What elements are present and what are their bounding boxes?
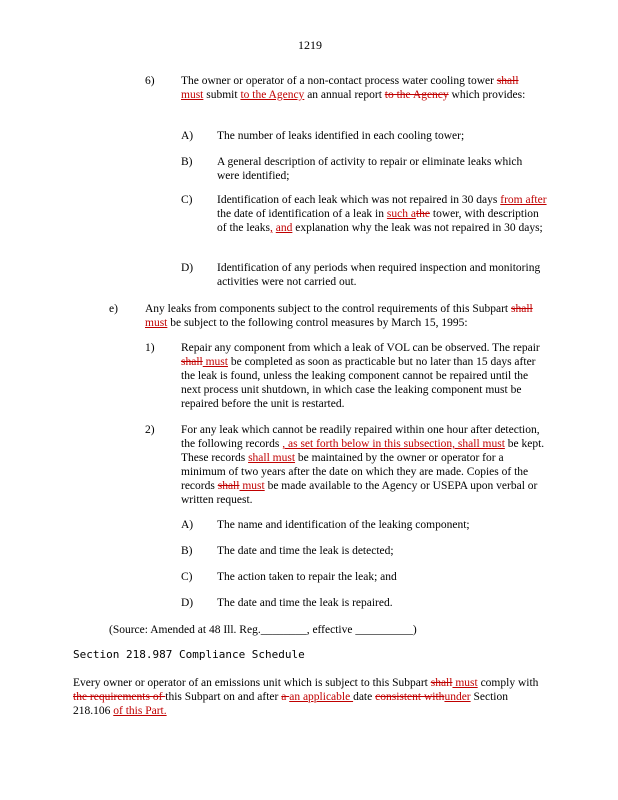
item-e2-label: 2) <box>145 424 155 436</box>
source-note: (Source: Amended at 48 Ill. Reg.________, effective __________) <box>109 624 417 636</box>
text-segment: The action taken to repair the leak; and <box>217 571 397 583</box>
inserted-text: an applicable <box>289 691 354 703</box>
text-segment: The owner or operator of a non-contact process water cooling tower <box>181 75 497 87</box>
deleted-text: consistent with <box>375 691 445 703</box>
item-6c-label: C) <box>181 194 193 206</box>
inserted-text: , <box>270 222 273 234</box>
item-e2b-text <box>217 544 547 558</box>
text-segment: be completed as soon as practicable but no later than 15 days after the leak is found, unless the leaking component cannot be repaired until the next process unit shutdown, in which case the leaking component must be repaired before the unit is restarted. <box>181 356 536 410</box>
text-segment: submit <box>203 89 241 101</box>
inserted-text: from after <box>500 194 547 206</box>
text-segment: this Subpart on and after <box>165 691 282 703</box>
inserted-text: must <box>239 480 265 492</box>
item-e2b-label: B) <box>181 545 193 557</box>
text-segment: which provides: <box>448 89 526 101</box>
item-6a-text <box>217 129 547 143</box>
item-6-label: 6) <box>145 75 155 87</box>
item-6b-label: B) <box>181 156 193 168</box>
text-segment: the date of identification of a leak in <box>217 208 387 220</box>
deleted-text: shall <box>496 75 519 87</box>
deleted-text: to the Agency <box>384 89 449 101</box>
text-segment: The date and time the leak is detected; <box>217 545 394 557</box>
text-segment: Section 218.106 <box>73 691 508 717</box>
item-e2a-label: A) <box>181 519 194 531</box>
item-e-text <box>145 302 545 330</box>
deleted-text: the requirements of <box>73 691 166 703</box>
deleted-text: shall <box>430 677 453 689</box>
inserted-text: must <box>145 317 168 329</box>
inserted-text: , as set forth below in this subsection, shall must <box>282 438 505 450</box>
text-segment: Repair any component from which a leak of VOL can be observed. The repair <box>181 342 540 354</box>
text-segment: A general description of activity to repair or eliminate leaks which were identified; <box>217 156 523 182</box>
text-segment: date <box>353 691 376 703</box>
text-segment: explanation why the leak was not repaired in 30 days; <box>292 222 543 234</box>
text-segment: The number of leaks identified in each cooling tower; <box>217 130 465 142</box>
text-segment: be maintained by the owner or operator for a minimum of two years after the date on which they are made. Copies of the records <box>181 452 529 492</box>
inserted-text: and <box>275 222 293 234</box>
inserted-text: must <box>452 677 478 689</box>
inserted-text: of this Part. <box>113 705 167 717</box>
item-e2-text <box>181 423 546 507</box>
text-segment: tower, with description of the leaks <box>217 208 539 234</box>
text-segment: The name and identification of the leaking component; <box>217 519 470 531</box>
deleted-text: shall <box>511 303 533 315</box>
text-segment: an annual report <box>304 89 385 101</box>
text-segment: be kept. These records <box>181 438 545 464</box>
inserted-text: to the Agency <box>240 89 305 101</box>
inserted-text: must <box>181 89 204 101</box>
section-heading: Section 218.987 Compliance Schedule <box>73 648 305 661</box>
item-e2c-text <box>217 570 547 584</box>
deleted-text: shall <box>181 356 203 368</box>
text-segment: The date and time the leak is repaired. <box>217 597 393 609</box>
item-6c-text <box>217 193 547 235</box>
item-e2c-label: C) <box>181 571 193 583</box>
inserted-text: shall must <box>248 452 296 464</box>
page-number: 1219 <box>298 38 322 52</box>
item-6a-label: A) <box>181 130 194 142</box>
text-segment: comply with <box>477 677 539 689</box>
item-e1-label: 1) <box>145 342 155 354</box>
item-6-text <box>181 74 526 102</box>
deleted-text: the <box>415 208 431 220</box>
item-6d-text <box>217 261 547 289</box>
text-segment: Any leaks from components subject to the control requirements of this Subpart <box>145 303 512 315</box>
text-segment: Identification of each leak which was not repaired in 30 days <box>217 194 501 206</box>
text-segment: Every owner or operator of an emissions unit which is subject to this Subpart <box>73 677 431 689</box>
item-e2d-text <box>217 596 547 610</box>
item-e2d-label: D) <box>181 597 194 609</box>
item-e2a-text <box>217 518 547 532</box>
item-6b-text <box>217 155 547 183</box>
section-body <box>73 676 548 718</box>
deleted-text: shall <box>217 480 240 492</box>
item-6d-label: D) <box>181 262 194 274</box>
inserted-text: must <box>202 356 228 368</box>
inserted-text: under <box>444 691 471 703</box>
text-segment: be made available to the Agency or USEPA upon verbal or written request. <box>181 480 538 506</box>
text-segment: For any leak which cannot be readily repaired within one hour after detection, the following records <box>181 424 540 450</box>
text-segment: be subject to the following control measures by March 15, 1995: <box>167 317 468 329</box>
inserted-text: such a <box>386 208 416 220</box>
item-e-label: e) <box>109 303 118 315</box>
text-segment: Identification of any periods when required inspection and monitoring activities were not carried out. <box>217 262 541 288</box>
item-e1-text <box>181 341 541 411</box>
deleted-text: a <box>281 691 290 703</box>
